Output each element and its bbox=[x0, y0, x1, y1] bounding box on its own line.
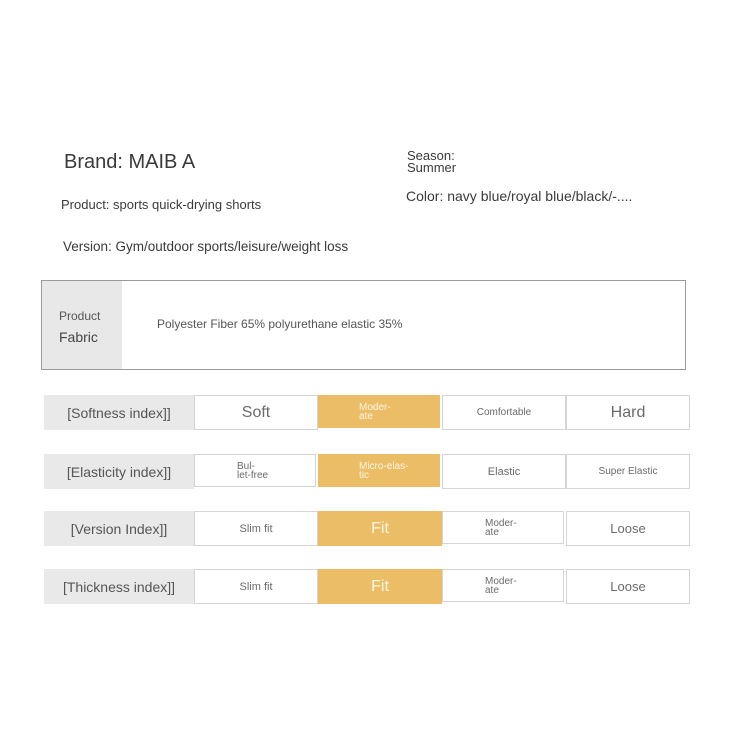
softness-index-row bbox=[44, 395, 689, 430]
version-index-row bbox=[44, 511, 689, 546]
thickness-option-fit: Fit bbox=[318, 569, 442, 604]
thickness-option-loose: Loose bbox=[566, 569, 690, 604]
softness-option-hard: Hard bbox=[566, 395, 690, 430]
brand-text: Brand: MAIB A bbox=[64, 151, 196, 173]
product-text: Product: sports quick-drying shorts bbox=[61, 197, 262, 212]
fabric-label-panel bbox=[42, 281, 122, 369]
softness-option-moderate: Moder- ate bbox=[318, 395, 440, 428]
elasticity-option-elastic: Elastic bbox=[442, 454, 566, 489]
thickness-index-row bbox=[44, 569, 689, 604]
thickness-index-label: [Thickness index]] bbox=[44, 569, 194, 604]
fabric-label-line1: Product bbox=[59, 309, 101, 323]
fabric-label-line2: Fabric bbox=[59, 329, 98, 345]
elasticity-option-bullet-free: Bul- let-free bbox=[194, 454, 316, 487]
elasticity-index-label: [Elasticity index]] bbox=[44, 454, 194, 489]
version-index-label: [Version Index]] bbox=[44, 511, 194, 546]
version-option-fit: Fit bbox=[318, 511, 442, 546]
version-option-loose: Loose bbox=[566, 511, 690, 546]
elasticity-option-super-elastic: Super Elastic bbox=[566, 454, 690, 489]
color-text: Color: navy blue/royal blue/black/-.... bbox=[406, 188, 633, 204]
version-option-slim-fit: Slim fit bbox=[194, 511, 318, 546]
elasticity-index-row bbox=[44, 454, 689, 489]
softness-index-label: [Softness index]] bbox=[44, 395, 194, 430]
elasticity-option-micro-elastic: Micro-elas- tic bbox=[318, 454, 440, 487]
version-option-moderate: Moder- ate bbox=[442, 511, 564, 544]
fabric-value: Polyester Fiber 65% polyurethane elastic 35% bbox=[157, 317, 403, 331]
thickness-option-moderate: Moder- ate bbox=[442, 569, 564, 602]
softness-option-comfortable: Comfortable bbox=[442, 395, 566, 430]
softness-option-soft: Soft bbox=[194, 395, 318, 430]
season-text: Season: Summer bbox=[407, 148, 457, 175]
thickness-option-slim-fit: Slim fit bbox=[194, 569, 318, 604]
fabric-box bbox=[41, 280, 686, 370]
version-text: Version: Gym/outdoor sports/leisure/weight loss bbox=[63, 239, 349, 254]
